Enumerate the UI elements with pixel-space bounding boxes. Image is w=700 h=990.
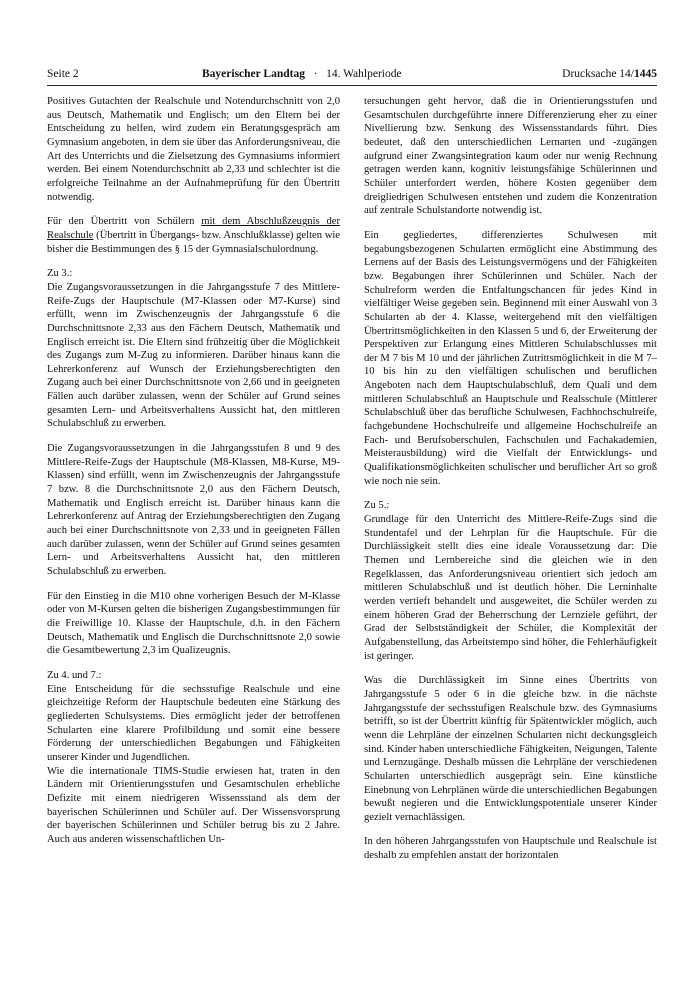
document-reference [562, 66, 657, 82]
paragraph: Was die Durchlässigkeit im Sinne eines Übertritts von Jahrgangsstufe 5 oder 6 in die gleiche bzw. in die nächste Jahrgangsstufe der sechsstufigen Realschule bzw. des Gymnasiums betrifft, so ist der Übertritt künftig für Spätentwickler möglich, auch wenn die Lehrpläne der einzelnen Schularten nicht deckungsgleich sind. Kinder haben unterschiedliche Fähigkeiten, Neigungen, Talente und Lernzugänge. Deshalb müssen die Lehrpläne der verschiedenen Schularten unterschiedlich ausgeprägt sein. Eine künstliche Einebnung von Lehrplänen würde die unterschiedlichen Begabungen bewußt negieren und die Entwicklungspotentiale unserer Kinder gezielt vernachlässigen. [364, 675, 657, 823]
paragraph: Wie die internationale TIMS-Studie erwiesen hat, traten in den Ländern mit Orientierungsstufen und Gesamtschulen erhebliche Defizite mit einem niedrigeren Wissensstand als dem der bayerischen Schülerinnen und Schüler auf. Der Wissensvorsprung der bayerischen Schülerinnen und Schüler betrug bis zu 2 Jahre. Auch aus anderen wissenschaftlichen Un- [47, 765, 340, 845]
section-heading: Zu 5.: [364, 500, 390, 512]
left-column [47, 95, 340, 857]
text-run: Für den Übertritt von Schülern [47, 216, 202, 228]
section-heading: Zu 3.: [47, 268, 73, 280]
text-run: (Übertritt in Übergangs- bzw. Anschlußklasse) gelten wie bisher die Bestimmungen des § 15 der Gymnasialschulordnung. [47, 229, 340, 255]
paragraph: tersuchungen geht hervor, daß die in Orientierungsstufen und Gesamtschulen durchgeführte innere Differenzierung eher zu einer Nivellierung bzw. Senkung des Wissensstandards führt. Dies bedeutet, daß den unterschiedlichen Lernarten und -zugängen aufgrund einer Zwangsintegration kaum oder nur wenig Rechnung getragen werden kann, kognitiv leistungsfähige Schülerinnen und Schüler unterfordert werden, höhere Kosten gegenüber dem dreigliedrigen Schulwesen entstehen und zudem die Konzentration auf zentrale Schulstandorte notwendig ist. [364, 96, 657, 217]
paragraph: Eine Entscheidung für die sechsstufige Realschule und eine gleichzeitige Reform der Hauptschule bedeuten eine Stärkung des gegliederten Schulsystems. Dies ermöglicht jeder der betroffenen Schularten eine klarere Profilbildung und somit eine bessere Förderung der unterschiedlichen Begabungen und Fähigkeiten unserer Kinder und Jugendlichen. [47, 683, 340, 763]
section-heading: Zu 4. und 7.: [47, 669, 102, 681]
publisher-line [202, 66, 402, 82]
underlined-text: mit dem Abschlußzeugnis der Realschule [47, 216, 340, 241]
paragraph: Die Zugangsvoraussetzungen in die Jahrgangsstufe 7 des Mittlere-Reife-Zugs der Hauptschule (M7-Klassen oder M7-Kurse) sind erfüllt, wenn im Zwischenzeugnis der Jahrgangsstufe 6 die Durchschnittsnote 2,33 aus den Fächern Deutsch, Mathematik und Englisch erreicht ist. Die Eltern sind frühzeitig über die Möglichkeit des Zugangs zum M-Zug zu informieren. Darüber hinaus kann die Lehrerkonferenz auf Wunsch der Erziehungsberechtigten den Zugang auch bei einer Durchschnittsnote von 2,66 und in geeigneten Fällen auch darüber zulassen, wenn der Schüler auf Grund seines gesamten Lern- und Arbeitsverhaltens Aussicht hat, den mittleren Schulabschluß zu erwerben. [47, 281, 340, 430]
page-number: Seite 2 [47, 68, 79, 80]
paragraph [47, 215, 340, 256]
legislative-period: 14. Wahlperiode [326, 68, 402, 80]
paragraph: Grundlage für den Unterricht des Mittlere-Reife-Zugs sind die Stundentafel und der Lehrplan für die Hauptschule. Für die Durchlässigkeit stellt dies eine ideale Voraussetzung dar: Die Themen und Lernbereiche sind die gleichen wie in den Regelklassen, das Anforderungsniveau orientiert sich jedoch am mittleren Schulabschluß und ist deutlich höher. Die Lerninhalte werden vertieft behandelt und ausgeweitet, die Schüler werden zu einem höheren Grad der Beherrschung der Lernziele geführt, der Grad der Selbstständigkeit der Schüler, die Komplexität der Aufgabenstellung, das Arbeitstempo sind höher, die Fehlerhäufigkeit ist geringer. [364, 514, 657, 662]
publisher: Bayerischer Landtag [202, 68, 305, 80]
paragraph: Die Zugangsvoraussetzungen in die Jahrgangsstufen 8 und 9 des Mittlere-Reife-Zugs der Hauptschule (M8-Klassen, M8-Kurse, M9-Klassen) sind erfüllt, wenn im Zwischenzeugnis der Jahrgangsstufe 7 bzw. 8 die Durchschnittsnote 2,0 aus den Fächern Deutsch, Mathematik und Englisch erreicht ist. Darüber hinaus kann die Lehrerkonferenz auf Antrag der Erziehungsberechtigten den Zugang auch bei einer Durchschnittsnote von 2,33 und in geeigneten Fällen auch darüber zulassen, wenn der Schüler auf Grund seines gesamten Lern- und Arbeitsverhaltens Aussicht hat, den mittleren Schulabschluß zu erwerben. [47, 443, 340, 577]
paragraph: Positives Gutachten der Realschule und Notendurchschnitt von 2,0 aus Deutsch, Mathematik und Englisch; um den Eltern bei der Entscheidung zu helfen, wird zudem ein Beratungsgespräch am Gymnasium angeboten, in dem sie über das Anforderungsniveau, die Art des Unterrichts und die Zielsetzung des Gymnasiums informiert werden. Bei einem Notendurchschnitt ab 2,33 und schlechter ist die erfolgreiche Teilnahme an der Aufnahmeprüfung für den Übertritt notwendig. [47, 96, 340, 203]
right-column [364, 95, 657, 874]
paragraph: Ein gegliedertes, differenziertes Schulwesen mit begabungsbezogenen Schularten ermöglicht eine Abstimmung des Lernens auf der Basis des Leistungsvermögens und der Fähigkeiten bzw. Begabungen ihrer Schülerinnen und Schüler. Nach der Schulreform werden die Entfaltungschancen für jedes Kind in vielfältiger Weise gegeben sein. Beginnend mit einer Auswahl von 3 Schularten ab der 4. Klasse, weitergehend mit den vielfältigen Übertrittsmöglichkeiten in den Klassen 5 und 6, der Erweiterung der Perspektiven zur Erlangung eines Mittleren Schulabschlusses mit der M 7 bis M 10 und der jährlichen Zutrittsmöglichkeit in die M 7–10 bis hin zu den vielfältigen schulischen und beruflichen Angeboten nach dem Hauptschulabschluß, dem Quali und dem mittleren Schulabschluß an Hauptschule und Realsschule (Mittlerer Schulabschluß über das berufliche Schulwesen, Fachhochschulreife, fachgebundene Hochschulreife und allgemeine Hochschulreife an Fach- und Berufsoberschulen, Fachschulen und Fachakademien, Meisterausbildung) wird die Vielfalt der Entwicklungs- und Qualifikationsmöglichkeiten schulischer und beruflicher Art so groß wie noch nie sein. [364, 229, 657, 487]
document-label: Drucksache 14/ [562, 68, 634, 80]
document-number: 1445 [634, 68, 657, 80]
header-rule [47, 85, 657, 86]
header-separator: · [313, 68, 318, 80]
paragraph: In den höheren Jahrgangsstufen von Hauptschule und Realschule ist deshalb zu empfehlen anstatt der horizontalen [364, 836, 657, 862]
page-header [47, 66, 657, 82]
paragraph: Für den Einstieg in die M10 ohne vorherigen Besuch der M-Klasse oder von M-Kursen gelten die bisherigen Zugangsbestimmungen für die Freiwillige 10. Klasse der Hauptschule, d.h. in den Fächern Deutsch, Mathematik und Englisch die Durchschnittsnote 2,0 sowie die Gesamtbewertung 2,3 im Qualizeugnis. [47, 590, 340, 657]
